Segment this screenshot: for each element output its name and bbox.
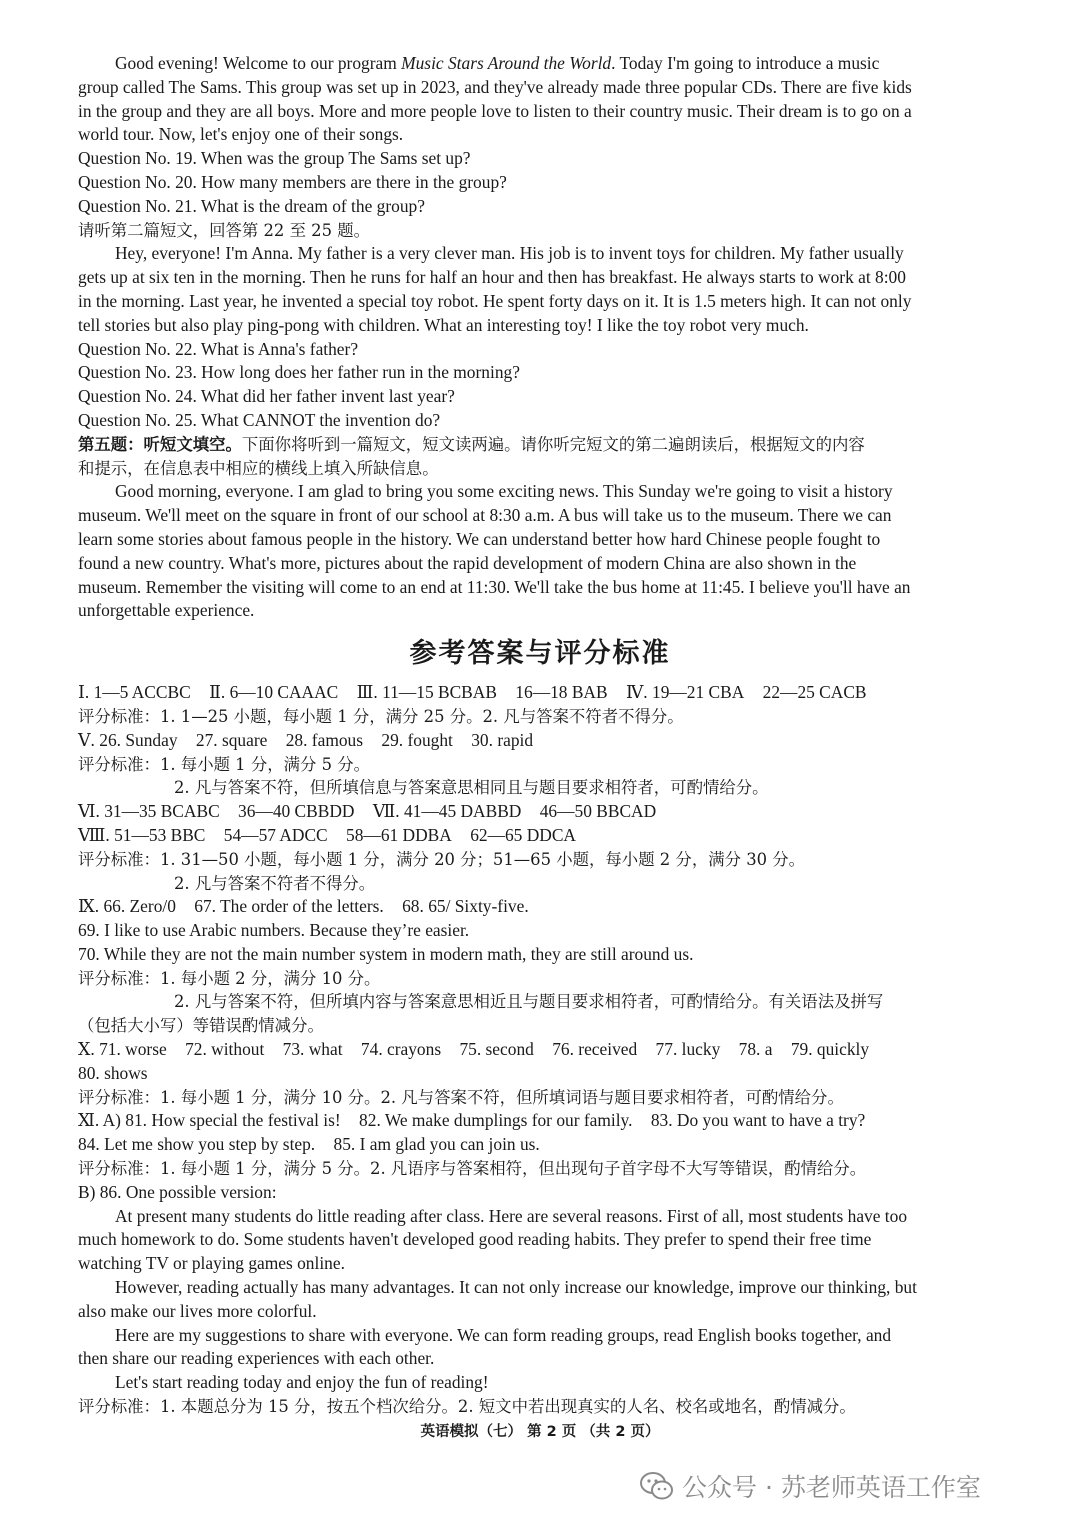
answers-row: Ⅷ. 51—53 BBC 54—57 ADCC 58—61 DDBA 62—65 DDCA xyxy=(78,824,576,845)
essay-line: Here are my suggestions to share with everyone. We can form reading groups, read English books together, and xyxy=(115,1324,892,1345)
passage3-line: found a new country. What's more, pictures about the rapid development of modern China are also shown in the xyxy=(78,552,857,573)
passage2-line: Hey, everyone! I'm Anna. My father is a very clever man. His job is to invent toys for children. My father usually xyxy=(115,243,904,264)
answers-row: 84. Let me show you step by step. 85. I am glad you can join us. xyxy=(78,1134,540,1155)
program-name: Music Stars Around the World xyxy=(401,53,612,73)
passage3-line: unforgettable experience. xyxy=(78,600,255,621)
scoring-standard: 评分标准：1. 每小题 2 分，满分 10 分。 xyxy=(78,968,381,988)
page-footer: 英语模拟（七） 第 2 页 （共 2 页） xyxy=(420,1423,660,1440)
passage1-line: in the group and they are all boys. More and more people love to listen to their country music. Their dream is to go on a xyxy=(78,100,912,121)
passage2-line: in the morning. Last year, he invented a special toy robot. He spent forty days on it. It is 1.5 meters high. It can not only xyxy=(78,290,912,311)
watermark xyxy=(640,1464,981,1508)
question-23: Question No. 23. How long does her father run in the morning? xyxy=(78,362,520,383)
question-19: Question No. 19. When was the group The Sams set up? xyxy=(78,148,471,169)
scoring-standard: 评分标准：1. 每小题 1 分，满分 5 分。 xyxy=(78,754,371,774)
passage1-line: world tour. Now, let's enjoy one of their songs. xyxy=(78,124,404,145)
scoring-standard: 评分标准：1. 每小题 1 分，满分 10 分。2. 凡与答案不符，但所填词语与题目要求相符者，可酌情给分。 xyxy=(78,1087,844,1107)
part5-instruction: 第五题：听短文填空。下面你将听到一篇短文，短文读两遍。请你听完短文的第二遍朗读后，根据短文的内容 xyxy=(78,434,865,454)
answers-row: Ⅹ. 71. worse 72. without 73. what 74. crayons 75. second 76. received 77. lucky 78. a 79. quickly xyxy=(78,1039,870,1060)
essay-line: also make our lives more colorful. xyxy=(78,1300,317,1321)
watermark-text: 公众号 · 苏老师英语工作室 xyxy=(682,1473,981,1502)
scoring-standard: 评分标准：1. 每小题 1 分，满分 5 分。2. 凡语序与答案相符，但出现句子首字母不大写等错误，酌情给分。 xyxy=(78,1159,867,1179)
question-24: Question No. 24. What did her father invent last year? xyxy=(78,386,455,407)
scoring-standard: 评分标准：1. 1—25 小题，每小题 1 分，满分 25 分。2. 凡与答案不符者不得分。 xyxy=(78,706,684,726)
essay-heading: B) 86. One possible version: xyxy=(78,1181,277,1202)
question-20: Question No. 20. How many members are there in the group? xyxy=(78,171,507,192)
answer-70: 70. While they are not the main number system in modern math, they are still around us. xyxy=(78,943,694,964)
document-page xyxy=(78,52,1002,1443)
passage3-line: Good morning, everyone. I am glad to bring you some exciting news. This Sunday we're going to visit a history xyxy=(115,481,893,502)
passage3-line: learn some stories about famous people in the history. We can understand better how hard Chinese people fought to xyxy=(78,528,881,549)
answers-row: Ⅵ. 31—35 BCABC 36—40 CBBDD Ⅶ. 41—45 DABBD 46—50 BBCAD xyxy=(78,801,657,822)
answer-69: 69. I like to use Arabic numbers. Because they’re easier. xyxy=(78,920,470,941)
essay-line: much homework to do. Some students haven't developed good reading habits. They prefer to spend their free time xyxy=(78,1229,872,1250)
scoring-standard: 2. 凡与答案不符者不得分。 xyxy=(174,873,376,893)
scoring-standard: 评分标准：1. 31—50 小题，每小题 1 分，满分 20 分；51—65 小题，每小题 2 分，满分 30 分。 xyxy=(78,849,806,869)
answers-row: Ⅺ. A) 81. How special the festival is! 82. We make dumplings for our family. 83. Do you want to have a try? xyxy=(78,1110,866,1131)
question-22: Question No. 22. What is Anna's father? xyxy=(78,338,359,359)
scoring-standard: （包括大小写）等错误酌情减分。 xyxy=(78,1016,324,1036)
part5-instruction: 和提示，在信息表中相应的横线上填入所缺信息。 xyxy=(78,458,439,478)
passage2-line: tell stories but also play ping-pong with children. What an interesting toy! I like the toy robot very much. xyxy=(78,314,809,335)
passage3-line: museum. We'll meet on the square in front of our school at 8:30 a.m. A bus will take us to the museum. There we can xyxy=(78,505,892,526)
answer-80: 80. shows xyxy=(78,1062,148,1083)
essay-line: Let's start reading today and enjoy the fun of reading! xyxy=(115,1372,489,1393)
question-21: Question No. 21. What is the dream of the group? xyxy=(78,195,425,216)
section-instruction: 请听第二篇短文，回答第 22 至 25 题。 xyxy=(78,220,371,240)
scoring-standard: 评分标准：1. 本题总分为 15 分，按五个档次给分。2. 短文中若出现真实的人名、校名或地名，酌情减分。 xyxy=(78,1397,856,1417)
part5-heading: 第五题：听短文填空。 xyxy=(78,434,242,454)
wechat-icon xyxy=(640,1471,674,1501)
passage1-line: group called The Sams. This group was set up in 2023, and they've already made three popular CDs. There are five kids xyxy=(78,76,912,97)
answers-row: Ⅰ. 1—5 ACCBC Ⅱ. 6—10 CAAAC Ⅲ. 11—15 BCBAB 16—18 BAB Ⅳ. 19—21 CBA 22—25 CACB xyxy=(78,682,867,703)
passage3-line: museum. Remember the visiting will come to an end at 11:30. We'll take the bus home at 11:45. I believe you'll have an xyxy=(78,576,911,597)
passage2-line: gets up at six ten in the morning. Then he runs for half an hour and then has breakfast. He always starts to work at 8:00 xyxy=(78,267,906,288)
essay-line: then share our reading experiences with each other. xyxy=(78,1348,435,1369)
answers-row: Ⅴ. 26. Sunday 27. square 28. famous 29. fought 30. rapid xyxy=(78,729,534,750)
scoring-standard: 2. 凡与答案不符，但所填信息与答案意思相同且与题目要求相符者，可酌情给分。 xyxy=(174,778,769,798)
essay-line: watching TV or playing games online. xyxy=(78,1253,345,1274)
question-25: Question No. 25. What CANNOT the invention do? xyxy=(78,409,441,430)
scoring-standard: 2. 凡与答案不符，但所填内容与答案意思相近且与题目要求相符者，可酌情给分。有关语法及拼写 xyxy=(174,992,884,1012)
passage1-line: Good evening! Welcome to our program Music Stars Around the World. Today I'm going to introduce a music xyxy=(115,53,880,73)
essay-line: At present many students do little reading after class. Here are several reasons. First of all, most students have too xyxy=(115,1205,908,1226)
answers-row: Ⅸ. 66. Zero/0 67. The order of the letters. 68. 65/ Sixty-five. xyxy=(78,896,529,917)
essay-line: However, reading actually has many advantages. It can not only increase our knowledge, improve our thinking, but xyxy=(115,1277,917,1298)
answers-title: 参考答案与评分标准 xyxy=(409,638,671,670)
